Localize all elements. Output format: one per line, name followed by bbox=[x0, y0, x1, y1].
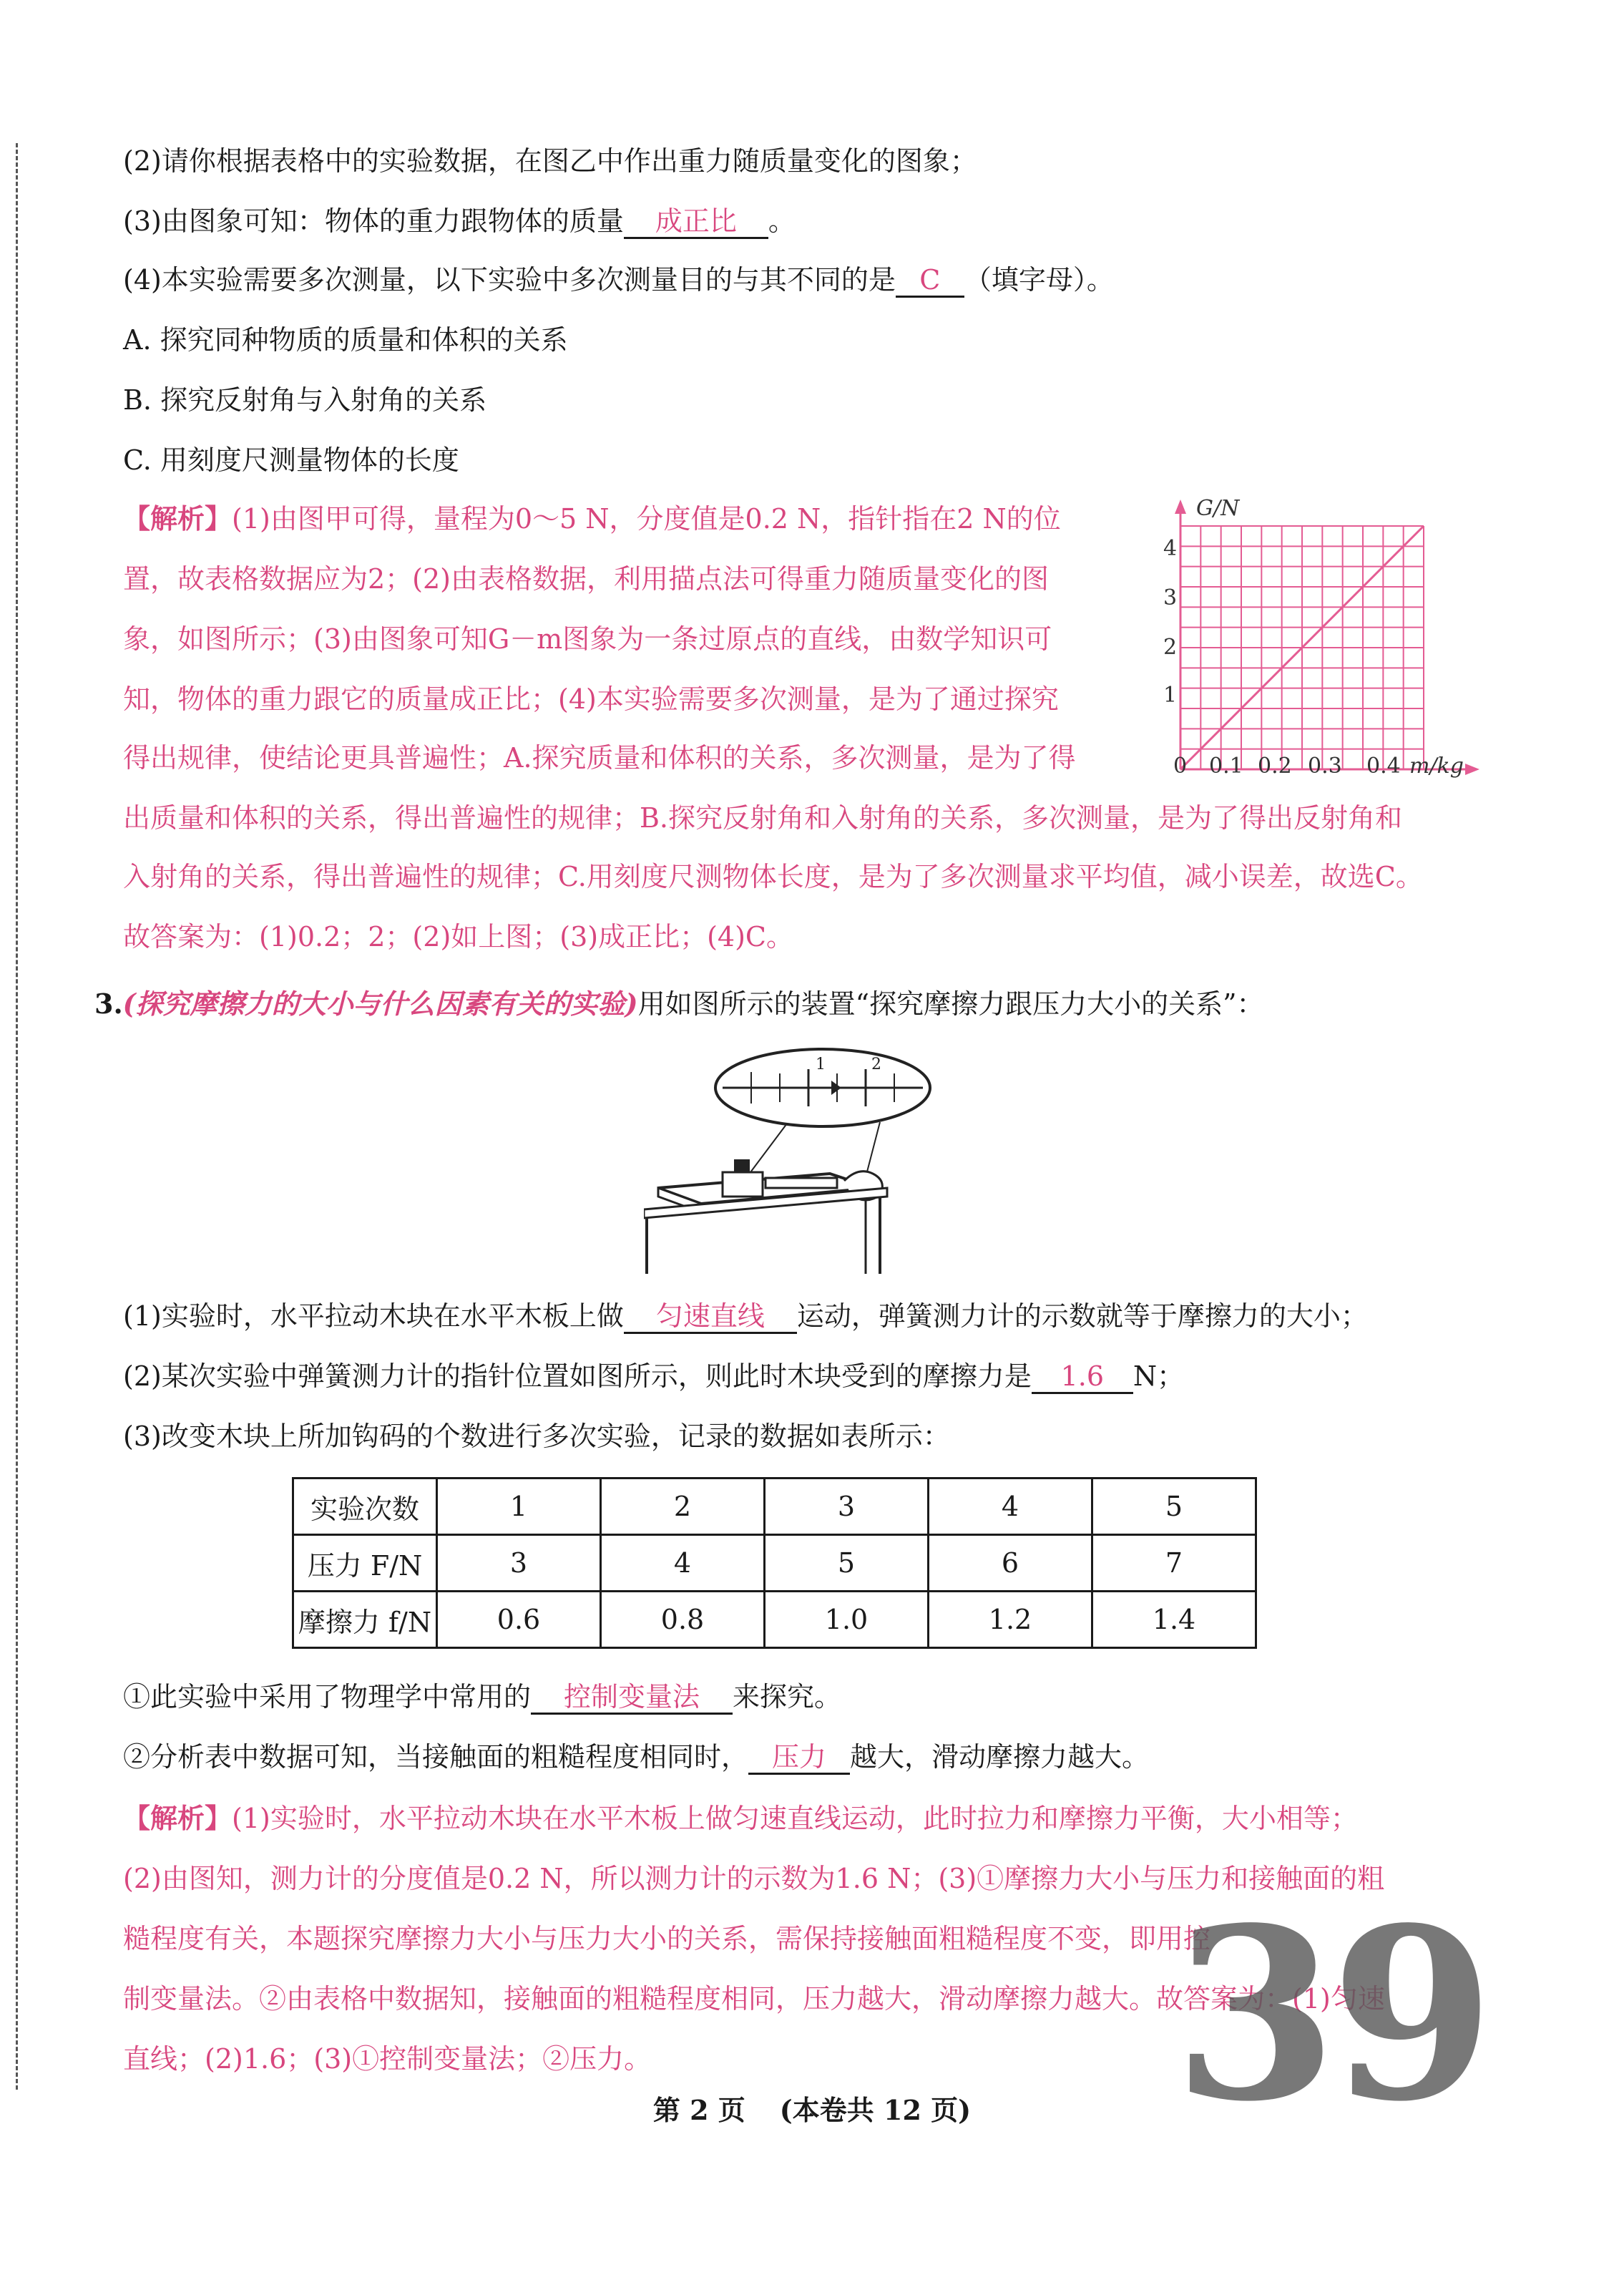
option-a: A. 探究同种物质的质量和体积的关系 bbox=[123, 324, 568, 356]
x-tick-0-4: 0.4 bbox=[1366, 754, 1401, 779]
q2-text: (2)请你根据表格中的实验数据，在图乙中作出重力随质量变化的图象； bbox=[123, 145, 977, 177]
table-cell: 6 bbox=[929, 1535, 1092, 1592]
analysis1-line7: 入射角的关系，得出普遍性的规律；C.用刻度尺测物体长度，是为了多次测量求平均值，减小误差，故选C。 bbox=[123, 861, 1423, 892]
y-tick-4: 4 bbox=[1163, 536, 1178, 561]
c1-answer: 控制变量法 bbox=[531, 1681, 733, 1715]
table-cell: 3 bbox=[437, 1535, 601, 1592]
analysis1-tag: 【解析】 bbox=[123, 502, 233, 535]
scale-label-1: 1 bbox=[816, 1056, 826, 1073]
friction-apparatus-figure bbox=[644, 1038, 944, 1274]
zoom-guide-line bbox=[866, 1122, 880, 1177]
table-cell: 5 bbox=[1092, 1479, 1256, 1535]
s1-pre: (1)实验时，水平拉动木块在水平木板上做 bbox=[123, 1300, 624, 1332]
c2-line bbox=[123, 1739, 1149, 1775]
s2-pre: (2)某次实验中弹簧测力计的指针位置如图所示，则此时木块受到的摩擦力是 bbox=[123, 1360, 1032, 1392]
s1-line bbox=[123, 1298, 1368, 1334]
table-cell: 4 bbox=[601, 1535, 765, 1592]
q3-heading bbox=[94, 986, 1264, 1022]
x-axis-label: m/kg bbox=[1409, 754, 1464, 779]
analysis1-line4: 知，物体的重力跟它的质量成正比；(4)本实验需要多次测量，是为了通过探究 bbox=[123, 683, 1059, 715]
analysis2-line1 bbox=[123, 1801, 1358, 1836]
q3-answer: 成正比 bbox=[624, 205, 768, 239]
x-tick-0: 0 bbox=[1173, 754, 1188, 779]
analysis1-line6: 出质量和体积的关系，得出普遍性的规律；B.探究反射角和入射角的关系，多次测量，是为了得出反射角和 bbox=[123, 802, 1403, 834]
spring-scale bbox=[765, 1178, 837, 1188]
table-cell: 1.4 bbox=[1092, 1592, 1256, 1648]
c2-pre: ②分析表中数据可知，当接触面的粗糙程度相同时， bbox=[123, 1741, 749, 1773]
table-cell: 1 bbox=[437, 1479, 601, 1535]
q4-answer: C bbox=[896, 264, 964, 298]
s1-answer: 匀速直线 bbox=[624, 1300, 797, 1334]
y-tick-2: 2 bbox=[1163, 635, 1178, 660]
s2-line bbox=[123, 1358, 1184, 1394]
x-axis-arrow-icon bbox=[1465, 764, 1479, 775]
x-tick-0-3: 0.3 bbox=[1308, 754, 1342, 779]
analysis2-line5: 直线；(2)1.6；(3)①控制变量法；②压力。 bbox=[123, 2043, 652, 2075]
page-total: (本卷共 12 页) bbox=[779, 2094, 972, 2126]
y-axis-arrow-icon bbox=[1175, 500, 1186, 514]
table-cell: 1.2 bbox=[929, 1592, 1092, 1648]
page-watermark-number: 39 bbox=[1173, 1876, 1488, 2153]
s2-post: N； bbox=[1133, 1360, 1185, 1392]
c1-line bbox=[123, 1679, 841, 1715]
analysis1-line5: 得出规律，使结论更具普遍性；A.探究质量和体积的关系，多次测量，是为了得 bbox=[123, 742, 1076, 774]
analysis2-tag: 【解析】 bbox=[123, 1802, 233, 1834]
table-cell: 2 bbox=[601, 1479, 765, 1535]
s2-answer: 1.6 bbox=[1032, 1360, 1133, 1394]
s3-text: (3)改变木块上所加钩码的个数进行多次实验，记录的数据如表所示： bbox=[123, 1421, 950, 1452]
table-cell: 压力 F/N bbox=[293, 1535, 437, 1592]
page-number: 第 2 页 bbox=[652, 2094, 745, 2126]
table-cell: 5 bbox=[765, 1535, 929, 1592]
c2-post: 越大，滑动摩擦力越大。 bbox=[850, 1741, 1150, 1773]
analysis1-line2: 置，故表格数据应为2；(2)由表格数据，利用描点法可得重力随质量变化的图 bbox=[123, 563, 1050, 595]
q4-pre: (4)本实验需要多次测量，以下实验中多次测量目的与其不同的是 bbox=[123, 264, 896, 296]
c1-post: 来探究。 bbox=[733, 1681, 842, 1713]
analysis2-line4: 制变量法。②由表格中数据知，接触面的粗糙程度相同，压力越大，滑动摩擦力越大。故答案为：(1)匀速 bbox=[123, 1983, 1385, 2015]
table-row bbox=[293, 1592, 1256, 1648]
table-cell: 1.0 bbox=[765, 1592, 929, 1648]
friction-data-table bbox=[292, 1477, 1257, 1649]
analysis2-text1: (1)实验时，水平拉动木块在水平木板上做匀速直线运动，此时拉力和摩擦力平衡，大小相等； bbox=[232, 1803, 1358, 1834]
analysis1-line3: 象，如图所示；(3)由图象可知G－m图象为一条过原点的直线，由数学知识可 bbox=[123, 623, 1052, 655]
y-tick-1: 1 bbox=[1163, 683, 1178, 708]
analysis1-line8: 故答案为：(1)0.2；2；(2)如上图；(3)成正比；(4)C。 bbox=[123, 921, 793, 953]
q4-post: （填字母）。 bbox=[964, 264, 1114, 296]
analysis1-text1: (1)由图甲可得，量程为0～5 N，分度值是0.2 N，指针指在2 N的位 bbox=[232, 503, 1061, 535]
table-cell: 3 bbox=[765, 1479, 929, 1535]
page-footer bbox=[0, 2088, 1624, 2128]
x-tick-0-2: 0.2 bbox=[1258, 754, 1292, 779]
table-row bbox=[293, 1535, 1256, 1592]
table-cell: 0.6 bbox=[437, 1592, 601, 1648]
wooden-block bbox=[723, 1172, 763, 1197]
option-c: C. 用刻度尺测量物体的长度 bbox=[123, 444, 459, 476]
table-cell: 实验次数 bbox=[293, 1479, 437, 1535]
analysis1-line1 bbox=[123, 501, 1061, 537]
binding-dash-line bbox=[16, 143, 18, 2090]
option-b: B. 探究反射角与入射角的关系 bbox=[123, 384, 487, 416]
q3-tag: (探究摩擦力的大小与什么因素有关的实验) bbox=[122, 988, 638, 1020]
c1-pre: ①此实验中采用了物理学中常用的 bbox=[123, 1681, 532, 1713]
q4-line bbox=[123, 262, 1114, 298]
q3-line bbox=[123, 203, 796, 239]
y-tick-3: 3 bbox=[1163, 585, 1178, 610]
table-cell: 7 bbox=[1092, 1535, 1256, 1592]
c2-answer: 压力 bbox=[748, 1741, 850, 1775]
q3-pre: (3)由图象可知：物体的重力跟物体的质量 bbox=[123, 205, 624, 237]
g-m-graph bbox=[1138, 494, 1481, 787]
analysis2-line3: 糙程度有关，本题探究摩擦力大小与压力大小的关系，需保持接触面粗糙程度不变，即用控 bbox=[123, 1923, 1211, 1954]
table-row bbox=[293, 1479, 1256, 1535]
analysis2-line2: (2)由图知，测力计的分度值是0.2 N，所以测力计的示数为1.6 N；(3)①摩擦力大小与压力和接触面的粗 bbox=[123, 1863, 1385, 1894]
y-axis-label: G/N bbox=[1196, 496, 1240, 521]
x-tick-0-1: 0.1 bbox=[1209, 754, 1243, 779]
s1-post: 运动，弹簧测力计的示数就等于摩擦力的大小； bbox=[796, 1300, 1368, 1332]
q3-title: 用如图所示的装置“探究摩擦力跟压力大小的关系”： bbox=[637, 988, 1264, 1020]
table-cell: 4 bbox=[929, 1479, 1092, 1535]
table-cell: 摩擦力 f/N bbox=[293, 1592, 437, 1648]
scale-label-2: 2 bbox=[871, 1056, 881, 1073]
q3-post: 。 bbox=[768, 205, 796, 237]
table-cell: 0.8 bbox=[601, 1592, 765, 1648]
q3-number: 3. bbox=[94, 988, 123, 1020]
hook-weight bbox=[734, 1159, 750, 1172]
